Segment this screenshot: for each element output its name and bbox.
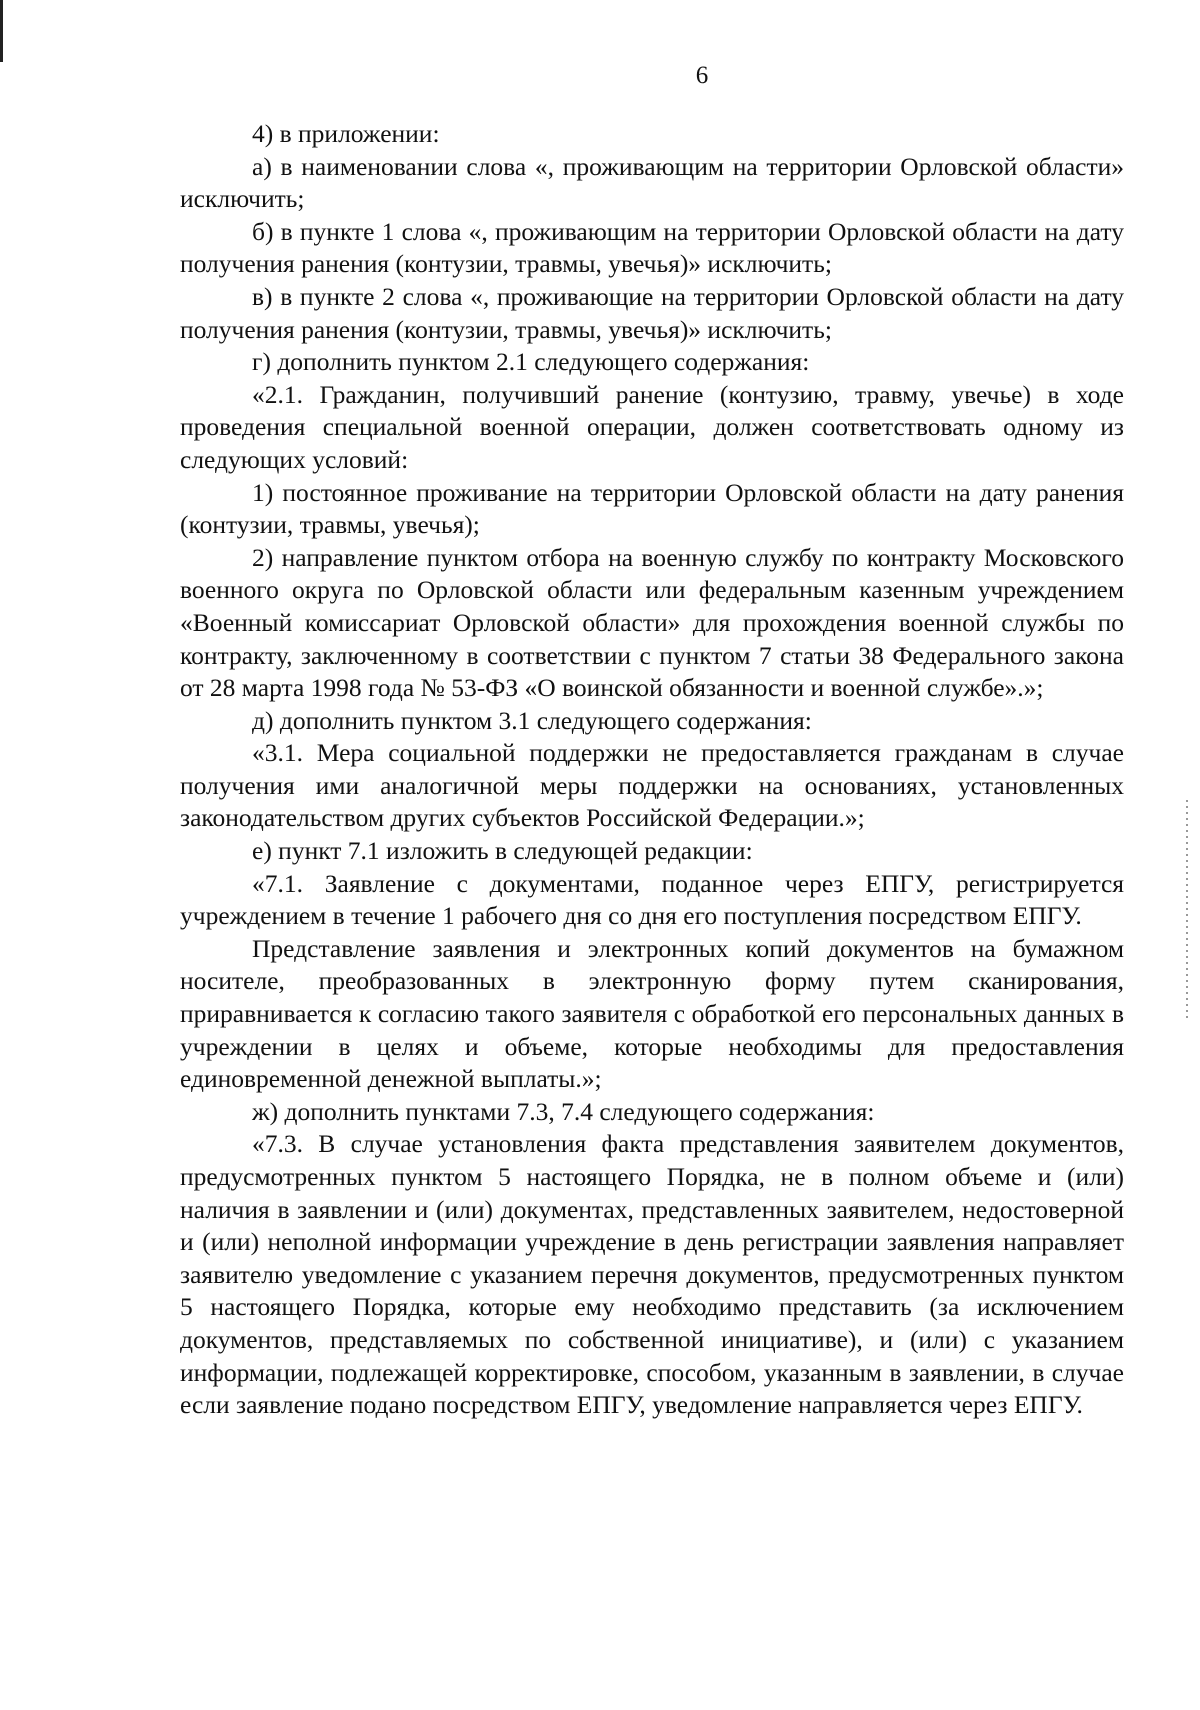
paragraph: «3.1. Мера социальной поддержки не предоставляется гражданам в случае получения ими аналогичной меры поддержки на основаниях, установленных законодательством других субъектов Российской Федерации.»; bbox=[180, 738, 1124, 833]
paragraph: Представление заявления и электронных копий документов на бумажном носителе, преобразованных в электронную форму путем сканирования, приравнивается к согласию такого заявителя с обработкой его персональных данных в учреждении в целях и объеме, которые необходимы для предоставления единовременной денежной выплаты.»; bbox=[180, 933, 1124, 1094]
paragraph: д) дополнить пунктом 3.1 следующего содержания: bbox=[252, 705, 812, 735]
paragraph: б) в пункте 1 слова «, проживающим на территории Орловской области на дату получения ранения (контузии, травмы, увечья)» исключить; bbox=[180, 216, 1124, 279]
page-number: 6 bbox=[695, 62, 709, 89]
paragraph: «7.3. В случае установления факта представления заявителем документов, предусмотренных пунктом 5 настоящего Порядка, не в полном объеме и (или) наличия в заявлении и (или) документах, представленных заявителем, недостоверной и (или) неполной информации учреждение в день регистрации заявления направляет заявителю уведомление с указанием перечня документов, предусмотренных пунктом 5 настоящего Порядка, которые ему необходимо представить (за исключением документов, представляемых по собственной инициативе), и (или) с указанием информации, подлежащей корректировке, способом, указанным в заявлении, в случае если заявление подано посредством ЕПГУ, уведомление направляется через ЕПГУ. bbox=[180, 1129, 1124, 1420]
paragraph: «2.1. Гражданин, получивший ранение (контузию, травму, увечье) в ходе проведения специальной военной операции, должен соответствовать одному из следующих условий: bbox=[180, 379, 1124, 474]
paragraph: 2) направление пунктом отбора на военную службу по контракту Московского военного округа по Орловской области или федеральным казенным учреждением «Военный комиссариат Орловской области» для прохождения военной службы по контракту, заключенному в соответствии с пунктом 7 статьи 38 Федерального закона от 28 марта 1998 года № 53-ФЗ «О воинской обязанности и военной службе».»; bbox=[180, 542, 1124, 703]
paragraph: 1) постоянное проживание на территории Орловской области на дату ранения (контузии, травмы, увечья); bbox=[180, 477, 1124, 540]
scan-edge-mark bbox=[0, 0, 3, 62]
paragraph: ж) дополнить пунктами 7.3, 7.4 следующего содержания: bbox=[252, 1096, 875, 1126]
paragraph: е) пункт 7.1 изложить в следующей редакции: bbox=[252, 836, 753, 866]
document-page bbox=[180, 60, 1124, 1422]
paragraph: «7.1. Заявление с документами, поданное через ЕПГУ, регистрируется учреждением в течение 1 рабочего дня со дня его поступления посредством ЕПГУ. bbox=[180, 868, 1124, 931]
paragraph: а) в наименовании слова «, проживающим на территории Орловской области» исключить; bbox=[180, 151, 1124, 214]
paragraph: в) в пункте 2 слова «, проживающие на территории Орловской области на дату получения ранения (контузии, травмы, увечья)» исключить; bbox=[180, 281, 1124, 344]
paragraph: 4) в приложении: bbox=[252, 119, 440, 148]
paragraph: г) дополнить пунктом 2.1 следующего содержания: bbox=[252, 347, 810, 377]
scan-dots bbox=[1186, 800, 1188, 1020]
